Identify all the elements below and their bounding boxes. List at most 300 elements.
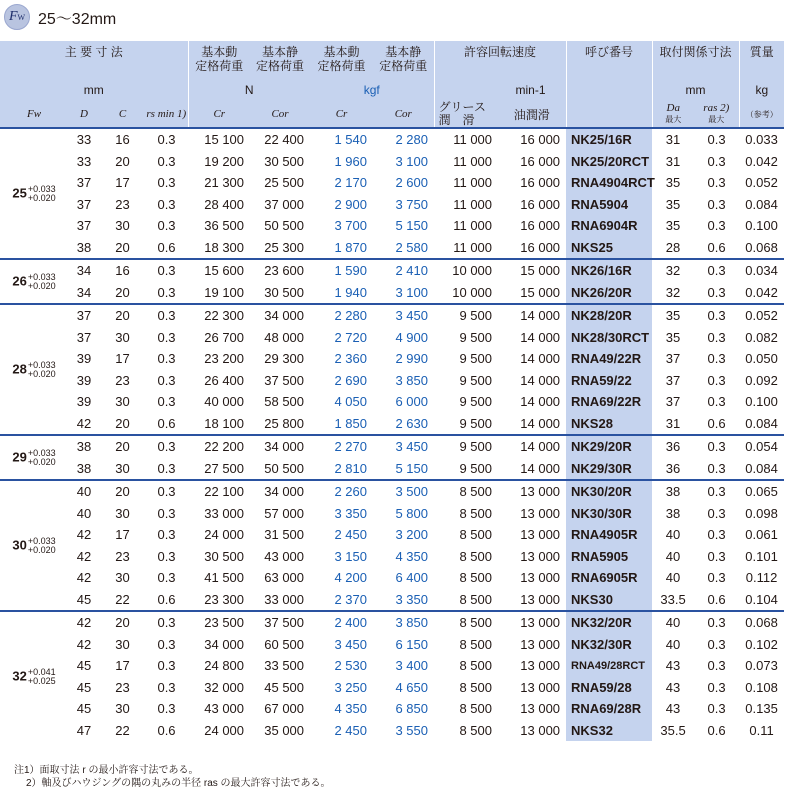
data-cr-kgf: 1 940 [334,284,368,300]
data-mass: 0.108 [745,679,778,695]
data-oil: 13 000 [520,701,561,717]
data-ras: 0.3 [694,611,739,634]
header-col-d: D [68,101,100,128]
data-cr-kgf: 3 250 [334,679,368,695]
data-cor-kgf: 2 990 [395,351,429,367]
data-grease: 8 500 [459,548,493,564]
data-mass: 0.034 [739,259,784,282]
header-da-max: 最大 [665,115,682,124]
data-cr-kgf: 2 170 [334,175,368,191]
data-da: 43 [665,679,681,695]
data-rs: 0.3 [157,658,176,674]
data-d: 37 [76,329,92,345]
data-cr-kgf: 1 870 [334,239,368,255]
fw-tol-lower: +0.020 [27,280,56,291]
data-cr: 15 100 [204,132,245,148]
data-ras: 0.3 [707,505,726,521]
data-oil: 14 000 [520,372,561,388]
data-ras: 0.3 [707,218,726,234]
header-col-c: C [100,101,145,128]
header-col-cor: Cor [250,101,310,128]
header-mass-unit: kg [739,83,784,101]
data-cor-kgf: 6 000 [395,394,429,410]
header-mass-ref: （参考） [739,101,784,128]
data-oil: 13 000 [520,527,561,543]
fw-value: 32 [12,667,27,683]
data-cr-kgf: 2 690 [334,372,368,388]
data-rs: 0.3 [145,611,188,634]
data-ras: 0.6 [707,239,726,255]
data-grease: 11 000 [453,239,493,255]
data-rs: 0.6 [157,591,176,607]
data-d: 45 [76,591,92,607]
data-mass: 0.135 [745,701,778,717]
data-da: 28 [665,239,681,255]
part-number: NK32/20R [566,611,652,634]
data-rs: 0.3 [157,636,176,652]
data-d: 38 [76,239,92,255]
bearing-spec-table [0,41,784,741]
data-cor-kgf: 6 400 [395,570,429,586]
data-cr: 36 500 [204,218,245,234]
data-ras: 0.3 [707,372,726,388]
header-mass: 質量 [739,41,784,83]
data-cor: 37 500 [250,611,310,634]
data-ras: 0.3 [694,259,739,282]
data-rs: 0.3 [157,153,176,169]
data-cr-kgf: 3 450 [334,636,368,652]
data-rs: 0.3 [157,679,176,695]
part-number: NK25/20RCT [566,151,652,173]
data-c: 20 [100,435,145,458]
table-row [0,215,784,237]
data-mass: 0.042 [745,284,778,300]
data-cor: 35 000 [264,722,305,738]
data-cor-kgf: 2 280 [395,132,429,148]
data-ras: 0.3 [707,527,726,543]
data-cor-kgf: 3 500 [373,480,434,503]
fw-tolerance [28,537,56,555]
data-rs: 0.6 [157,415,176,431]
header-cor-n: 基本静 定格荷重 [250,41,310,83]
part-number: NK28/20R [566,304,652,327]
data-c: 20 [115,239,130,255]
data-cor-kgf: 2 410 [373,259,434,282]
data-oil: 13 000 [520,658,561,674]
data-cr-kgf: 2 720 [334,329,368,345]
data-grease: 9 500 [459,394,493,410]
data-grease: 8 500 [459,679,493,695]
data-ras: 0.3 [707,658,726,674]
fw-tolerance [28,273,56,291]
data-d: 42 [76,636,92,652]
fw-group-cell [0,259,68,304]
data-d: 39 [76,372,92,388]
data-cor: 31 500 [264,527,305,543]
fw-value: 28 [12,360,27,376]
data-mass: 0.104 [745,591,778,607]
data-mass: 0.054 [739,435,784,458]
data-grease: 9 500 [434,435,498,458]
fw-tol-upper: +0.033 [27,447,56,458]
data-rs: 0.3 [157,372,176,388]
data-oil: 14 000 [520,415,561,431]
data-cr: 40 000 [204,394,245,410]
data-c: 23 [115,548,130,564]
data-cor-kgf: 3 750 [395,196,429,212]
data-rs: 0.3 [157,394,176,410]
data-ras: 0.3 [694,304,739,327]
data-cr-kgf: 2 450 [334,527,368,543]
part-number: RNA5904 [566,194,652,216]
data-cor: 25 500 [264,175,305,191]
part-number: NK32/30R [566,634,652,656]
data-d: 47 [76,722,92,738]
table-row [0,282,784,305]
fw-tol-upper: +0.033 [27,271,56,282]
data-cor: 58 500 [264,394,305,410]
header-col-fw: Fw [0,101,68,128]
fw-tol-lower: +0.020 [27,456,56,467]
data-cr: 21 300 [204,175,245,191]
data-ras: 0.3 [707,636,726,652]
data-d: 40 [68,480,100,503]
header-col-cor-kgf: Cor [373,101,434,128]
data-cor-kgf: 3 100 [395,153,429,169]
data-da: 40 [665,527,681,543]
fw-tol-lower: +0.020 [27,368,56,379]
data-oil: 13 000 [520,591,561,607]
data-da: 40 [665,636,681,652]
data-mass: 0.084 [745,460,778,476]
data-da: 37 [665,372,681,388]
data-cor-kgf: 2 600 [395,175,429,191]
data-da: 43 [665,658,681,674]
data-c: 20 [100,480,145,503]
data-cr-kgf: 1 540 [334,132,368,148]
data-mass: 0.061 [745,527,778,543]
table-row [0,480,784,503]
table-row [0,677,784,699]
header-speed: 許容回転速度 [434,41,566,83]
part-number: NK29/20R [566,435,652,458]
data-cor-kgf: 4 650 [395,679,429,695]
data-rs: 0.3 [145,304,188,327]
data-cor-kgf: 2 630 [395,415,429,431]
data-mass: 0.033 [745,132,778,148]
data-ras: 0.3 [694,480,739,503]
data-cr: 15 600 [188,259,250,282]
footnote-2: 2）軸及びハウジングの隅の丸みの半径 ras の最大許容寸法である。 [26,778,331,789]
data-cr: 27 500 [204,460,245,476]
data-cor: 30 500 [264,153,305,169]
data-cor: 67 000 [264,701,305,717]
data-c: 20 [100,304,145,327]
table-row [0,435,784,458]
data-grease: 9 500 [459,415,493,431]
data-cor: 60 500 [264,636,305,652]
data-cr: 28 400 [204,196,245,212]
data-cor-kgf: 5 150 [395,218,429,234]
data-cr-kgf: 4 200 [334,570,368,586]
header-cor-kgf: 基本静 定格荷重 [373,41,434,83]
fw-value: 30 [12,536,27,552]
part-number: NK25/16R [566,128,652,151]
data-cr: 26 400 [204,372,245,388]
table-row [0,720,784,742]
data-grease: 10 000 [452,284,493,300]
data-mass: 0.052 [739,304,784,327]
data-cr-kgf: 2 260 [310,480,373,503]
data-da: 36 [652,435,694,458]
part-number: RNA4904RCT [566,172,652,194]
data-c: 30 [115,505,130,521]
header-unit-n: N [188,83,310,101]
data-cr-kgf: 3 350 [334,505,368,521]
data-cr: 23 500 [188,611,250,634]
data-cor: 34 000 [250,304,310,327]
data-rs: 0.3 [157,570,176,586]
data-grease: 11 000 [453,218,493,234]
data-mass: 0.042 [745,153,778,169]
data-rs: 0.3 [157,527,176,543]
table-row [0,370,784,392]
data-cor: 37 500 [264,372,305,388]
data-grease: 9 500 [459,329,493,345]
data-rs: 0.3 [157,505,176,521]
header-col-rs: rs min 1) [145,101,188,128]
data-c: 30 [115,460,130,476]
data-grease: 8 500 [459,658,493,674]
data-cr: 22 300 [188,304,250,327]
data-ras: 0.6 [707,722,726,738]
header-designation-blank [566,83,652,101]
data-da: 32 [665,284,681,300]
part-number: RNA59/22 [566,370,652,392]
data-d: 34 [76,284,92,300]
data-oil: 16 000 [520,218,561,234]
data-c: 17 [115,351,130,367]
header-col-ras: ras 2) [703,102,730,114]
table-header [0,41,784,128]
fw-tol-upper: +0.033 [27,535,56,546]
data-cor: 50 500 [264,460,305,476]
data-cor: 33 000 [264,591,305,607]
data-cor: 22 400 [264,132,305,148]
data-da: 38 [665,505,681,521]
data-c: 16 [100,259,145,282]
header-main-dims: 主 要 寸 法 [0,41,188,83]
data-ras: 0.3 [707,548,726,564]
data-ras: 0.3 [694,435,739,458]
data-cor-kgf: 3 100 [395,284,429,300]
data-c: 30 [115,570,130,586]
data-cr-kgf: 2 280 [310,304,373,327]
data-oil: 16 000 [520,175,561,191]
data-cr: 24 000 [204,527,245,543]
footnotes [14,764,331,790]
data-c: 16 [115,132,130,148]
table-row [0,458,784,481]
data-grease: 8 500 [434,480,498,503]
data-d: 38 [76,460,92,476]
data-cor: 30 500 [264,284,305,300]
data-cr-kgf: 1 590 [310,259,373,282]
data-c: 22 [115,722,130,738]
data-oil: 13 000 [520,636,561,652]
data-cor-kgf: 6 850 [395,701,429,717]
data-rs: 0.3 [157,284,176,300]
part-number: RNA49/22R [566,348,652,370]
data-grease: 9 500 [459,460,493,476]
data-cr-kgf: 2 530 [334,658,368,674]
header-main-unit: mm [0,83,188,101]
data-da: 40 [652,611,694,634]
data-mass: 0.084 [745,196,778,212]
fw-group-cell [0,611,68,741]
fw-tolerance [28,185,56,203]
data-cr: 22 100 [188,480,250,503]
data-da: 40 [665,570,681,586]
data-d: 42 [76,527,92,543]
data-ras: 0.3 [707,679,726,695]
data-da: 35 [665,218,681,234]
data-mass: 0.098 [745,505,778,521]
fw-value: 25 [12,184,27,200]
fw-value: 26 [12,272,27,288]
data-rs: 0.3 [157,460,176,476]
header-cr-n: 基本動 定格荷重 [188,41,250,83]
data-mass: 0.112 [745,570,778,586]
fw-group-cell [0,435,68,480]
data-cor-kgf: 3 350 [395,591,429,607]
data-grease: 8 500 [459,570,493,586]
data-cor: 45 500 [264,679,305,695]
data-grease: 11 000 [453,132,493,148]
data-oil: 13 000 [520,679,561,695]
table-row [0,634,784,656]
data-oil: 14 000 [520,329,561,345]
header-ras-max: 最大 [708,115,725,124]
data-d: 45 [76,701,92,717]
table-row [0,567,784,589]
table-row [0,655,784,677]
data-mass: 0.11 [749,722,774,738]
table-row [0,524,784,546]
data-grease: 8 500 [434,611,498,634]
data-mass: 0.065 [739,480,784,503]
data-rs: 0.6 [157,722,176,738]
data-cr-kgf: 3 150 [334,548,368,564]
data-c: 20 [115,284,130,300]
page-title: 25～32mm [38,10,117,28]
data-da: 35 [665,175,681,191]
data-mass: 0.052 [745,175,778,191]
data-cr: 41 500 [204,570,245,586]
data-grease: 8 500 [459,722,493,738]
data-cor: 37 000 [264,196,305,212]
data-d: 37 [68,304,100,327]
data-cr-kgf: 1 850 [334,415,368,431]
data-d: 42 [76,548,92,564]
data-grease: 8 500 [459,591,493,607]
data-d: 42 [76,415,92,431]
data-cor: 50 500 [264,218,305,234]
data-da: 38 [652,480,694,503]
data-oil: 13 000 [520,505,561,521]
header-grease: グリース 潤 滑 [434,101,498,128]
fw-group-cell [0,304,68,435]
data-c: 23 [115,372,130,388]
header-designation: 呼び番号 [566,41,652,83]
table-body [0,128,784,741]
data-cor-kgf: 3 450 [373,435,434,458]
table-row [0,128,784,151]
data-c: 20 [115,153,130,169]
data-oil: 13 000 [520,722,561,738]
data-rs: 0.3 [145,480,188,503]
part-number: RNA6905R [566,567,652,589]
data-oil: 13 000 [498,480,566,503]
header-oil: 油潤滑 [498,101,566,128]
data-cr: 24 000 [204,722,245,738]
data-ras: 0.3 [707,329,726,345]
data-grease: 9 500 [459,372,493,388]
header-col-cr-kgf: Cr [310,101,373,128]
fw-tol-lower: +0.025 [27,675,56,686]
part-number: RNA4905R [566,524,652,546]
table-row [0,698,784,720]
data-cor-kgf: 3 400 [395,658,429,674]
data-cr-kgf: 2 360 [334,351,368,367]
data-rs: 0.3 [145,259,188,282]
data-c: 17 [115,658,130,674]
part-number: NK26/16R [566,259,652,282]
part-number: NK28/30RCT [566,327,652,349]
data-c: 30 [115,636,130,652]
data-oil: 16 000 [520,153,561,169]
table-row [0,391,784,413]
part-number: RNA59/28 [566,677,652,699]
data-d: 42 [68,611,100,634]
data-da: 31 [665,153,681,169]
data-rs: 0.3 [157,329,176,345]
fw-tol-upper: +0.033 [27,183,56,194]
data-grease: 10 000 [434,259,498,282]
header-col-da: Da [666,102,680,114]
data-c: 23 [115,196,130,212]
header-col-cr: Cr [188,101,250,128]
data-c: 17 [115,527,130,543]
fw-tolerance [28,361,56,379]
data-cor: 33 500 [264,658,305,674]
data-cor-kgf: 3 550 [395,722,429,738]
data-oil: 14 000 [520,351,561,367]
data-oil: 15 000 [498,259,566,282]
fw-symbol: F [8,9,18,24]
data-da: 37 [665,394,681,410]
table-row [0,237,784,260]
data-cr: 33 000 [204,505,245,521]
data-cr: 24 800 [204,658,245,674]
data-mass: 0.084 [745,415,778,431]
data-rs: 0.3 [157,132,176,148]
data-cr-kgf: 3 700 [334,218,368,234]
fw-tol-upper: +0.041 [27,666,56,677]
data-cor: 25 300 [264,239,305,255]
data-oil: 14 000 [520,460,561,476]
data-cr-kgf: 2 900 [334,196,368,212]
